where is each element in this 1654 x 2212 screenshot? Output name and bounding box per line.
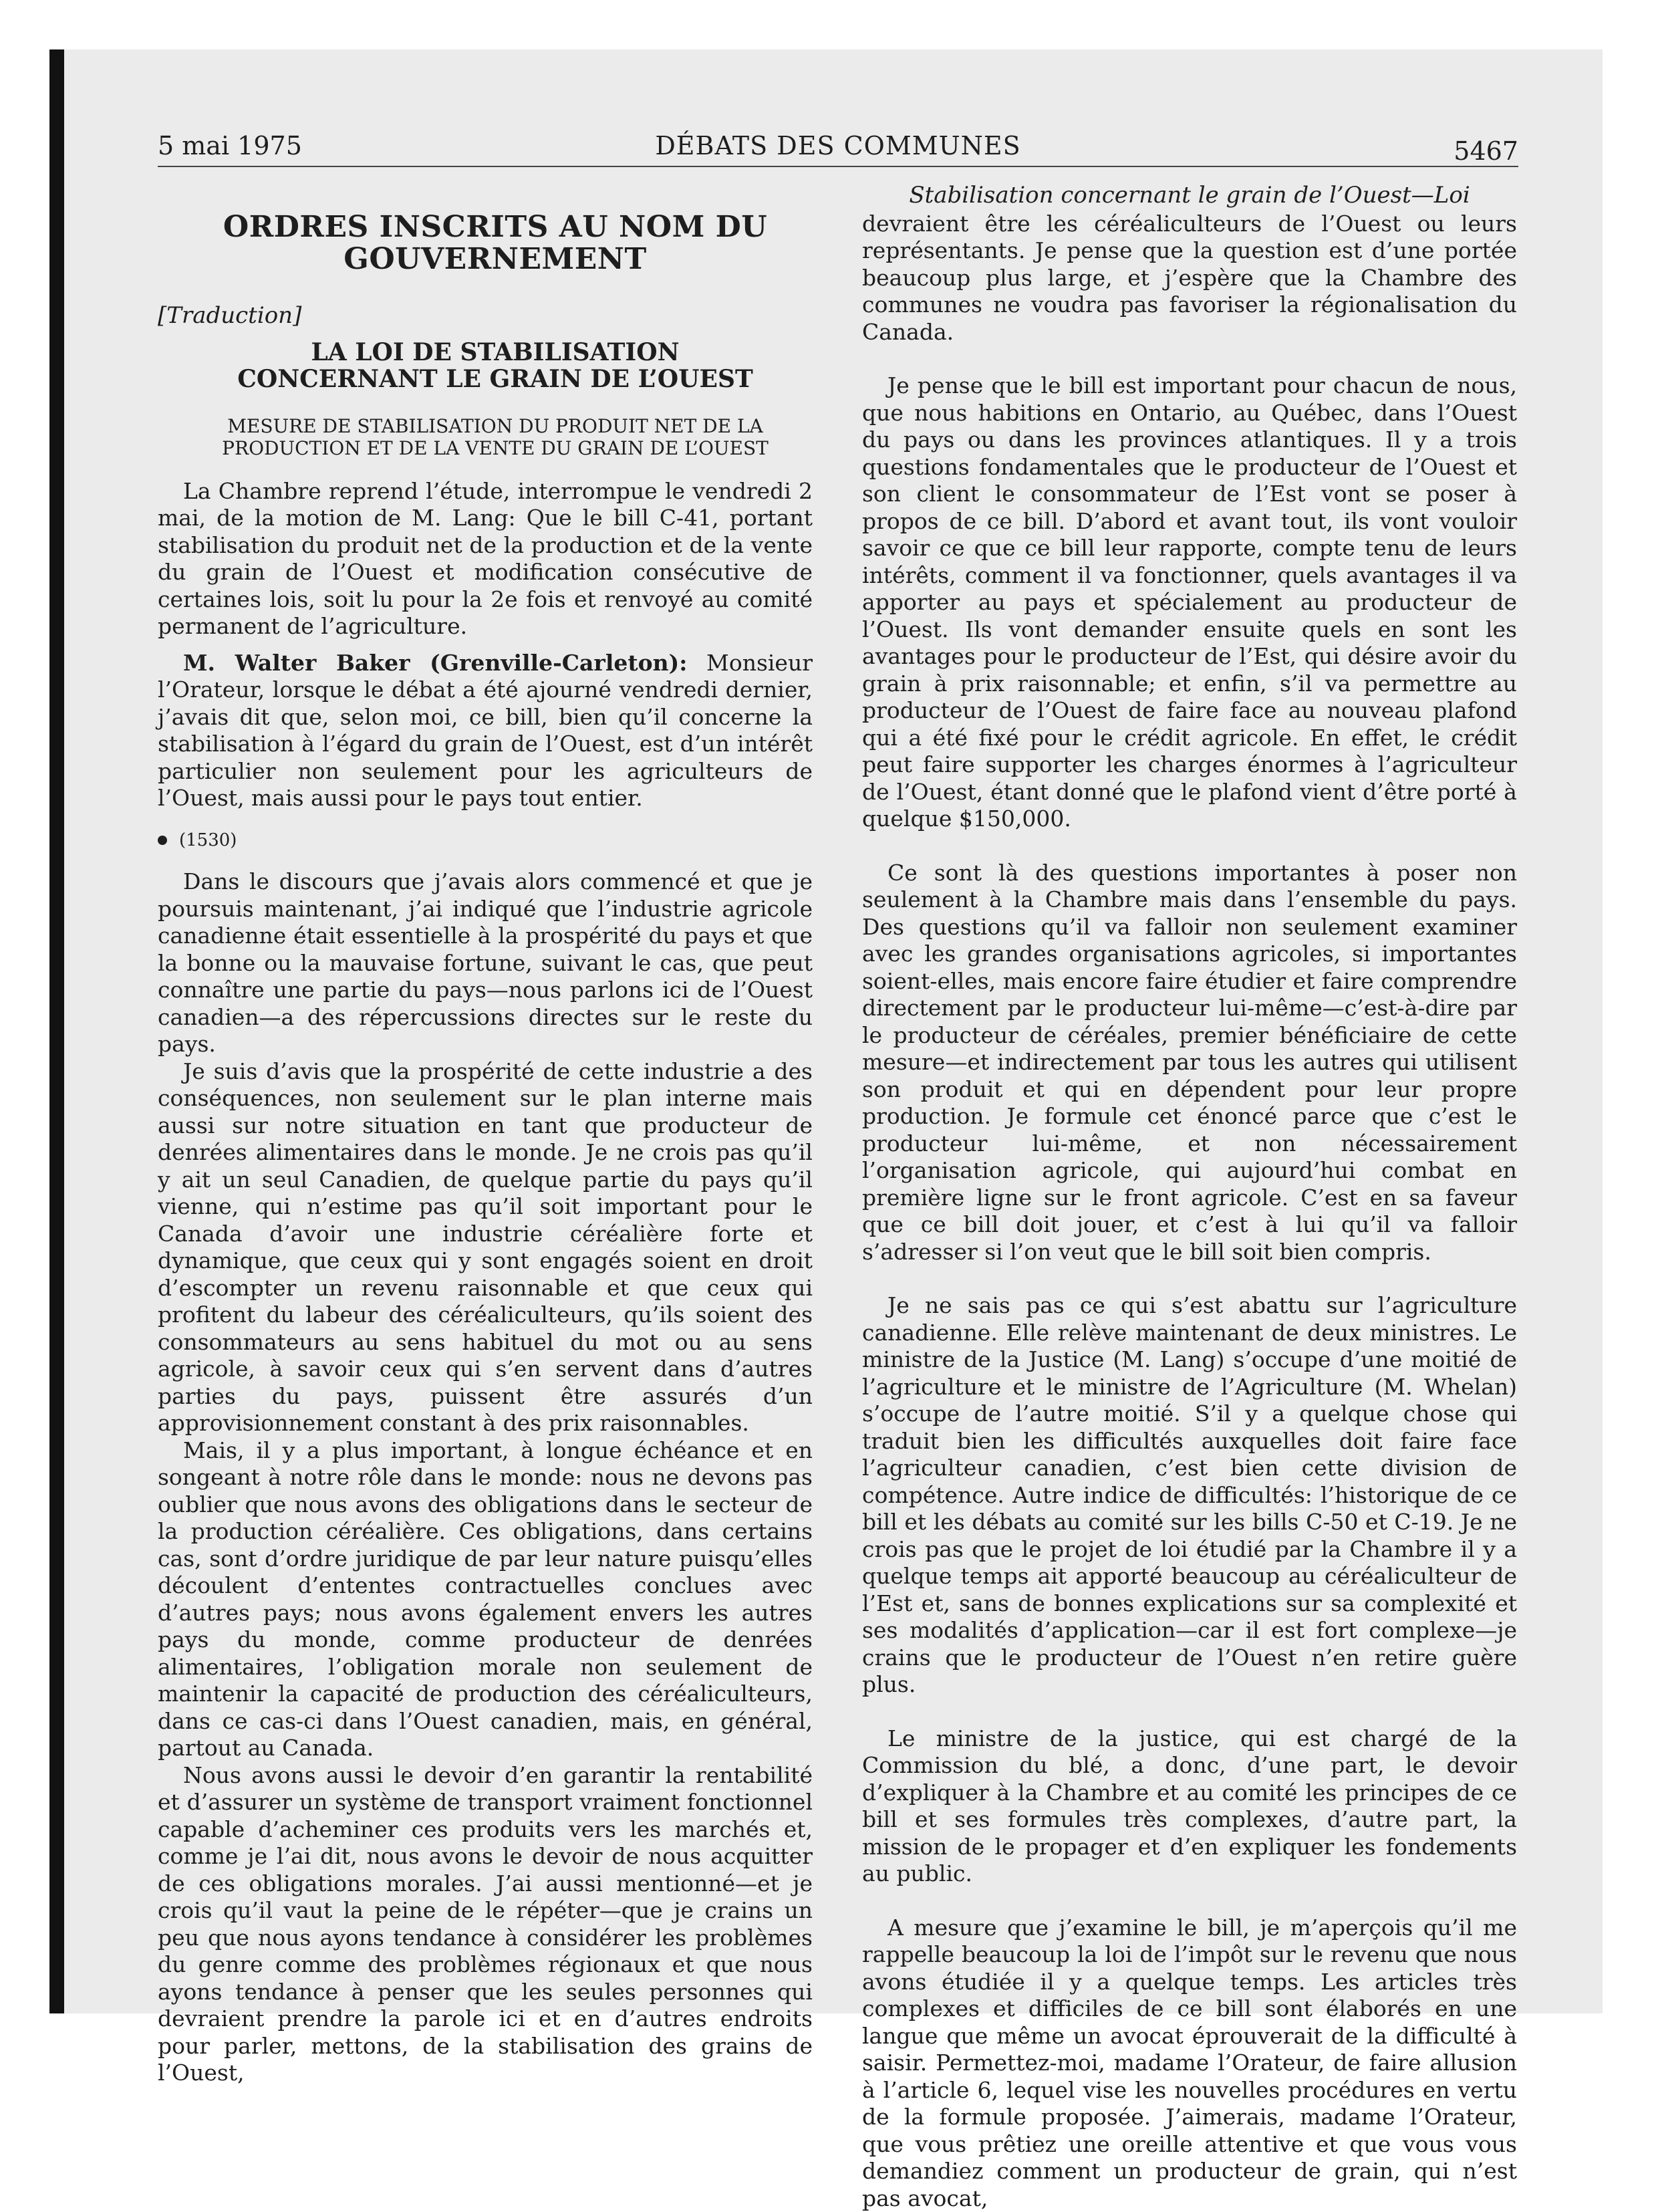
speaker-text: Monsieur l’Orateur, lorsque le débat a été ajourné vendredi dernier, j’avais dit que, selon moi, ce bill, bien qu’il concerne la stabilisation à l’égard du grain de l’Ouest, est d’un intérêt particulier non seulement pour les agriculteurs de l’Ouest, mais aussi pour le pays tout entier. (158, 650, 813, 812)
header-title: DÉBATS DES COMMUNES (158, 131, 1518, 160)
bullet-icon (158, 836, 167, 845)
paragraph: Je pense que le bill est important pour chacun de nous, que nous habitions en Ontario, au Québec, dans l’Ouest du pays ou dans les provinces atlantiques. Il y a trois questions fondamentales que le producteur de l’Ouest et son client le consommateur de l’Est vont se poser à propos de ce bill. D’abord et avant tout, ils vont vouloir savoir ce que ce bill leur rapporte, compte tenu de leurs intérêts, comment il va fonctionner, quels avantages il va apporter au pays et spécialement au producteur de l’Ouest. Ils vont demander ensuite quels en sont les avantages pour le producteur de l’Est, qui désire avoir du grain à prix raisonnable; et enfin, s’il va permettre au producteur de l’Ouest de faire face au nouveau plafond qui a été fixé pour le crédit agricole. En effet, le crédit peut faire supporter les charges énormes à l’agriculteur de l’Ouest, étant donné que le plafond vient d’être porté à quelque $150,000. (862, 372, 1517, 833)
paragraph: Le ministre de la justice, qui est chargé de la Commission du blé, a donc, d’une part, le devoir d’expliquer à la Chambre et au comité les principes de ce bill et ses formules très complexes, d’autre part, la mission de le propager et d’en expliquer les fondements au public. (862, 1725, 1517, 1888)
speaker-name: M. Walter Baker (Grenville-Carleton): (183, 650, 687, 676)
bill-subtitle: MESURE DE STABILISATION DU PRODUIT NET DE LA PRODUCTION ET DE LA VENTE DU GRAIN DE L’OUEST (204, 415, 786, 459)
paragraph: Mais, il y a plus important, à longue échéance et en songeant à notre rôle dans le monde: nous ne devons pas oublier que nous avons des obligations dans le secteur de la production céréalière. Ces obligations, dans certains cas, sont d’ordre juridique de par leur nature puisqu’elles découlent d’ententes contractuelles conclues avec d’autres pays; nous avons également envers les autres pays du monde, comme producteur de denrées alimentaires, l’obligation morale non seulement de maintenir la capacité de production des céréaliculteurs, dans ce cas-ci dans l’Ouest canadien, mais, en général, partout au Canada. (158, 1437, 813, 1762)
paragraph: Ce sont là des questions importantes à poser non seulement à la Chambre mais dans l’ensemble du pays. Des questions qu’il va falloir non seulement examiner avec les grandes organisations agricoles, si importantes soient-elles, mais encore faire étudier et faire comprendre directement par le producteur lui-même—c’est-à-dire par le producteur de céréales, premier bénéficiaire de cette mesure—et indirectement par tous les autres qui utilisent son produit et qui en dépendent pour leur propre production. Je formule cet énoncé parce que c’est le producteur lui-même, et non nécessairement l’organisation agricole, qui aujourd’hui combat en première ligne sur le front agricole. C’est en sa faveur que ce bill doit jouer, et c’est à lui qu’il va falloir s’adresser si l’on veut que le bill soit bien compris. (862, 860, 1517, 1266)
paragraph: Nous avons aussi le devoir d’en garantir la rentabilité et d’assurer un système de transport vraiment fonctionnel capable d’acheminer ces produits vers les marchés et, comme je l’ai dit, nous avons le devoir de nous acquitter de ces obligations morales. J’ai aussi mentionné—et je crois qu’il vaut la peine de le répéter—que je crains un peu que nous ayons tendance à considérer les problèmes du genre comme des problèmes régionaux et que nous ayons tendance à penser que les seules personnes qui devraient prendre la parole ici et en d’autres endroits pour parler, mettons, de la stabilisation des grains de l’Ouest, (158, 1762, 813, 2087)
paragraph: devraient être les céréaliculteurs de l’Ouest ou leurs représentants. Je pense que la question est d’une portée beaucoup plus large, et j’espère que la Chambre des communes ne voudra pas favoriser la régionalisation du Canada. (862, 211, 1517, 346)
right-column (862, 182, 1517, 2212)
paragraph: Dans le discours que j’avais alors commencé et que je poursuis maintenant, j’ai indiqué que l’industrie agricole canadienne était essentielle à la prospérité du pays et que la bonne ou la mauvaise fortune, suivant le cas, que peut connaître une partie du pays—nous parlons ici de l’Ouest canadien—a des répercussions directes sur le reste du pays. (158, 868, 813, 1058)
header-date: 5 mai 1975 (158, 131, 302, 160)
paragraph: Je suis d’avis que la prospérité de cette industrie a des conséquences, non seulement sur le plan interne mais aussi sur notre situation en tant que producteur de denrées alimentaires dans le monde. Je ne crois pas qu’il y ait un seul Canadien, de quelque partie du pays qu’il vienne, qui n’estime pas qu’il soit important pour le Canada d’avoir une industrie céréalière forte et dynamique, que ceux qui y sont engagés soient en droit d’escompter un revenu raisonnable et que ceux qui profitent du labeur des céréaliculteurs, qu’ils soient des consommateurs au sens habituel du mot ou au sens agricole, à savoir ceux qui s’en servent dans d’autres parties du pays, puissent être assurés d’un approvisionnement constant à des prix raisonnables. (158, 1058, 813, 1437)
paragraph: A mesure que j’examine le bill, je m’aperçois qu’il me rappelle beaucoup la loi de l’impôt sur le revenu que nous avons étudiée il y a quelque temps. Les articles très complexes et difficiles de ce bill sont élaborés en une langue que même un avocat éprouverait de la difficulté à saisir. Permettez-moi, madame l’Orateur, de faire allusion à l’article 6, lequel vise les nouvelles procédures en vertu de la formule proposée. J’aimerais, madame l’Orateur, que vous prêtiez une oreille attentive et que vous vous demandiez comment un producteur de grain, qui n’est pas avocat, (862, 1915, 1517, 2212)
speaker-paragraph (158, 650, 813, 812)
paragraph: La Chambre reprend l’étude, interrompue le vendredi 2 mai, de la motion de M. Lang: Que le bill C-41, portant stabilisation du produit net de la production et de la vente du grain de l’Ouest et modification consécutive de certaines lois, soit lu pour la 2e fois et renvoyé au comité permanent de l’agriculture. (158, 478, 813, 640)
paragraph: Je ne sais pas ce qui s’est abattu sur l’agriculture canadienne. Elle relève maintenant de deux ministres. Le ministre de la Justice (M. Lang) s’occupe d’une moitié de l’agriculture et le ministre de l’Agriculture (M. Whelan) s’occupe de l’autre moitié. S’il y a quelque chose qui traduit bien les difficultés auxquelles doit faire face l’agriculteur canadien, c’est bien cette division de compétence. Autre indice de difficultés: l’historique de ce bill et les débats au comité sur les bills C-50 et C-19. Je ne crois pas que le projet de loi étudié par la Chambre il y a quelque temps ait apporté beaucoup au céréaliculteur de l’Est et, sans de bonnes explications sur sa complexité et ses modalités d’application—car il est fort complexe—je crains que le producteur de l’Ouest n’en retire guère plus. (862, 1292, 1517, 1699)
translation-note: [Traduction] (158, 302, 813, 330)
section-title: ORDRES INSCRITS AU NOM DU GOUVERNEMENT (218, 211, 773, 275)
time-marker-label: (1530) (179, 827, 237, 854)
left-column (158, 182, 813, 2087)
time-marker (158, 827, 813, 854)
header-page-number: 5467 (1454, 136, 1518, 166)
running-title: Stabilisation concernant le grain de l’Ouest—Loi (862, 182, 1517, 209)
page-header (158, 131, 1518, 167)
scan-edge (49, 49, 64, 2013)
bill-title: LA LOI DE STABILISATION CONCERNANT LE GRAIN DE L’OUEST (218, 339, 773, 392)
